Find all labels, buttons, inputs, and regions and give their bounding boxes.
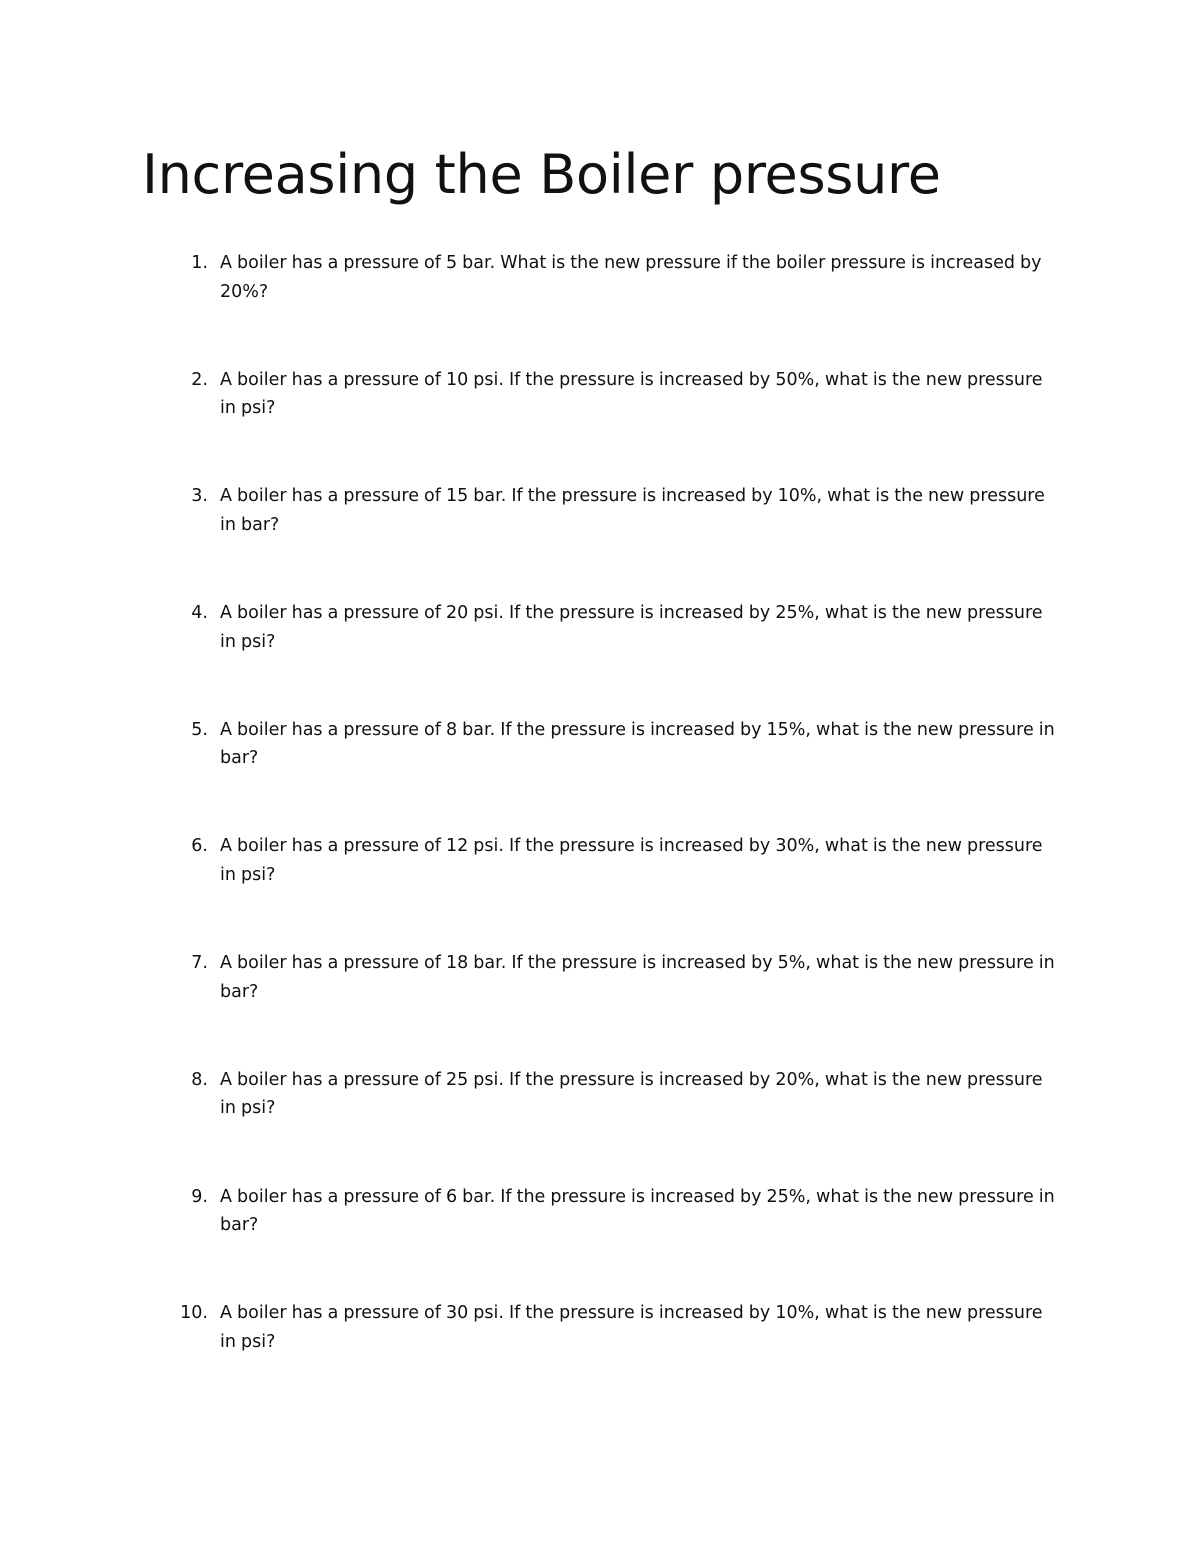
question-number: 1. (191, 253, 208, 273)
question-text: A boiler has a pressure of 15 bar. If the pressure is increased by 10%, what is the new pressure in bar? (220, 486, 1045, 535)
question-number: 2. (191, 369, 208, 390)
question-list (0, 249, 1200, 1416)
question-number: 7. (191, 953, 208, 974)
question-number: 8. (191, 1069, 208, 1090)
question-number: 9. (191, 1186, 208, 1207)
question-item (0, 832, 1200, 949)
question-item (0, 482, 1200, 599)
question-text: A boiler has a pressure of 30 psi. If the pressure is increased by 10%, what is the new pressure in psi? (220, 1303, 1043, 1352)
question-item (0, 1066, 1200, 1183)
question-item (0, 716, 1200, 833)
question-item (0, 599, 1200, 716)
question-text: A boiler has a pressure of 12 psi. If the pressure is increased by 30%, what is the new pressure in psi? (220, 836, 1043, 885)
question-item (0, 249, 1200, 366)
question-item (0, 949, 1200, 1066)
question-number: 4. (191, 603, 208, 624)
question-item (0, 366, 1200, 483)
question-text: A boiler has a pressure of 8 bar. If the pressure is increased by 15%, what is the new pressure in bar? (220, 719, 1055, 769)
question-text: A boiler has a pressure of 5 bar. What is the new pressure if the boiler pressure is increased by 20%? (220, 253, 1042, 302)
question-text: A boiler has a pressure of 6 bar. If the pressure is increased by 25%, what is the new pressure in bar? (220, 1186, 1055, 1235)
page-title: Increasing the Boiler pressure (142, 143, 941, 206)
question-number: 3. (191, 486, 208, 507)
question-text: A boiler has a pressure of 20 psi. If the pressure is increased by 25%, what is the new pressure in psi? (220, 603, 1043, 652)
question-text: A boiler has a pressure of 25 psi. If the pressure is increased by 20%, what is the new pressure in psi? (220, 1069, 1043, 1119)
question-item (0, 1183, 1200, 1300)
question-item (0, 1299, 1200, 1416)
question-text: A boiler has a pressure of 18 bar. If the pressure is increased by 5%, what is the new pressure in bar? (220, 953, 1055, 1002)
question-number: 5. (191, 719, 208, 740)
question-number: 6. (191, 836, 208, 857)
question-text: A boiler has a pressure of 10 psi. If the pressure is increased by 50%, what is the new pressure in psi? (220, 369, 1043, 419)
question-number: 10. (180, 1303, 208, 1324)
